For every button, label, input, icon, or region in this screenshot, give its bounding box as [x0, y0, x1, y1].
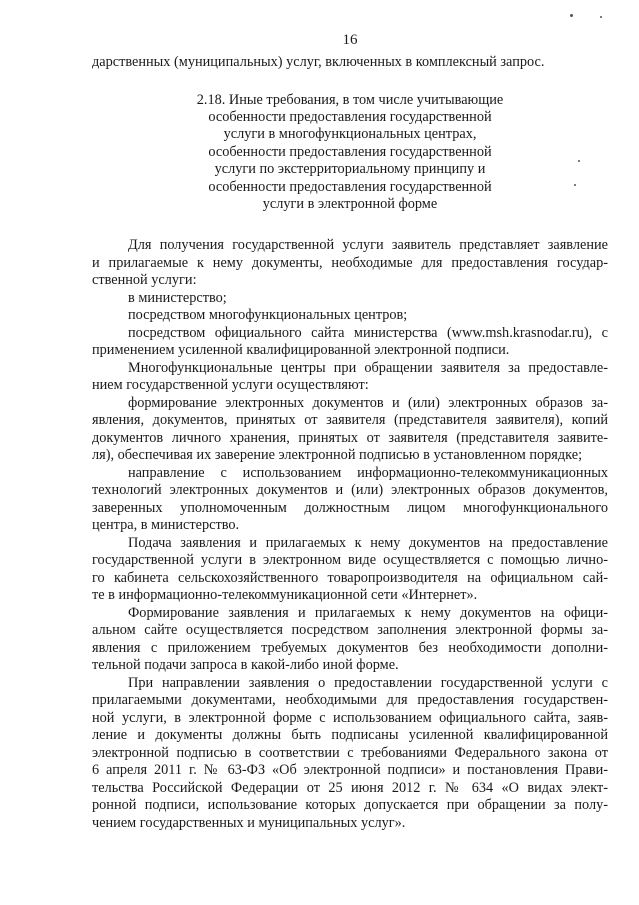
heading-line: особенности предоставления государственной: [208, 178, 492, 195]
paragraph-line: Многофункциональные центры при обращении заявителя за предоставле-: [128, 359, 608, 376]
paragraph-line: и прилагаемые к нему документы, необходимые для предоставления государ-: [92, 254, 608, 271]
paragraph: [92, 290, 608, 308]
paragraph-line: чением государственных и муниципальных услуг».: [92, 814, 406, 831]
paragraph-line: тельной подачи запроса в какой-либо иной форме.: [92, 657, 399, 674]
heading-line: услуги по экстерриториальному принципу и: [214, 161, 486, 178]
continuation-line: дарственных (муниципальных) услуг, включенных в комплексный запрос.: [92, 54, 545, 70]
heading-line: особенности предоставления государственной: [208, 143, 492, 160]
paragraph-line: прилагаемыми документами, необходимыми для предоставления государствен-: [92, 692, 608, 709]
paragraph-line: ронной подписи, использование которых допускается при обращении за полу-: [92, 797, 608, 814]
paragraph: [92, 605, 608, 675]
paragraph-line: технологий электронных документов и (или) электронных образов документов,: [92, 482, 608, 499]
paragraph-line: те в информационно-телекоммуникационной сети «Интернет».: [92, 587, 478, 604]
paragraph: [92, 675, 608, 833]
heading-line: особенности предоставления государственной: [208, 108, 492, 125]
scan-speck: [600, 16, 602, 18]
document-page: [92, 30, 608, 832]
paragraph-line: ля), обеспечивая их заверение электронной подписью в установленном порядке;: [92, 447, 583, 464]
scan-speck: [578, 160, 580, 162]
paragraph-line: нием государственной услуги осуществляют:: [92, 377, 369, 394]
scan-speck: [570, 14, 573, 17]
paragraph-line: ственной услуги:: [92, 272, 197, 289]
paragraph-line: При направлении заявления о предоставлении государственной услуги с: [128, 674, 608, 691]
paragraph-line: ление и документы должны быть подписаны усиленной квалифицированной: [92, 727, 608, 744]
paragraph-line: направление с использованием информационно-телекоммуникационных: [128, 464, 608, 481]
paragraph: [92, 465, 608, 535]
paragraph-line: посредством многофункциональных центров;: [128, 307, 408, 324]
paragraph-line: электронной подписью в соответствии с требованиями Федерального закона от: [92, 744, 608, 761]
section-heading: [92, 92, 608, 214]
heading-line: услуги в многофункциональных центрах,: [223, 126, 477, 143]
paragraph-line: альном сайте осуществляется посредством заполнения электронной формы за-: [92, 622, 608, 639]
scan-speck: [574, 184, 576, 186]
heading-line: услуги в электронной форме: [262, 195, 438, 212]
paragraph-line: центра, в министерство.: [92, 517, 240, 534]
paragraph-line: Формирование заявления и прилагаемых к нему документов на офици-: [128, 604, 608, 621]
paragraph-line: применением усиленной квалифицированной электронной подписи.: [92, 342, 510, 359]
paragraph-line: формирование электронных документов и (или) электронных образов за-: [128, 394, 608, 411]
paragraph-line: государственной услуги в электронном виде осуществляется с помощью лично-: [92, 552, 608, 569]
heading-line: 2.18. Иные требования, в том числе учитывающие: [196, 91, 504, 108]
paragraph-line: в министерство;: [128, 289, 227, 306]
page-number: 16: [342, 32, 358, 48]
paragraph-line: посредством официального сайта министерства (www.msh.krasnodar.ru), с: [128, 324, 608, 341]
paragraph: [92, 360, 608, 395]
paragraph-line: тельства Российской Федерации от 25 июня 2012 г. № 634 «О видах элект-: [92, 779, 608, 796]
paragraph: [92, 395, 608, 465]
paragraph-line: Подача заявления и прилагаемых к нему документов на предоставление: [128, 534, 608, 551]
paragraph-line: ной услуги, в электронной форме с использованием официального сайта, заяв-: [92, 709, 608, 726]
paragraph: [92, 307, 608, 325]
paragraph-line: документов личного хранения, принятых от заявителя (представителя заявите-: [92, 429, 608, 446]
paragraph-line: 6 апреля 2011 г. № 63-ФЗ «Об электронной подписи» и постановления Прави-: [92, 762, 608, 779]
paragraph: [92, 237, 608, 290]
paragraph-line: явления с приложением требуемых документов без необходимости дополни-: [92, 639, 608, 656]
paragraph: [92, 535, 608, 605]
paragraph-line: го кабинета сельскохозяйственного товаропроизводителя на официальном сай-: [92, 569, 608, 586]
paragraph-line: явления, документов, принятых от заявителя (представителя заявителя), копий: [92, 412, 608, 429]
paragraph: [92, 325, 608, 360]
paragraph-line: Для получения государственной услуги заявитель представляет заявление: [128, 237, 608, 254]
paragraph-line: заверенных уполномоченным должностным лицом многофункционального: [92, 499, 608, 516]
